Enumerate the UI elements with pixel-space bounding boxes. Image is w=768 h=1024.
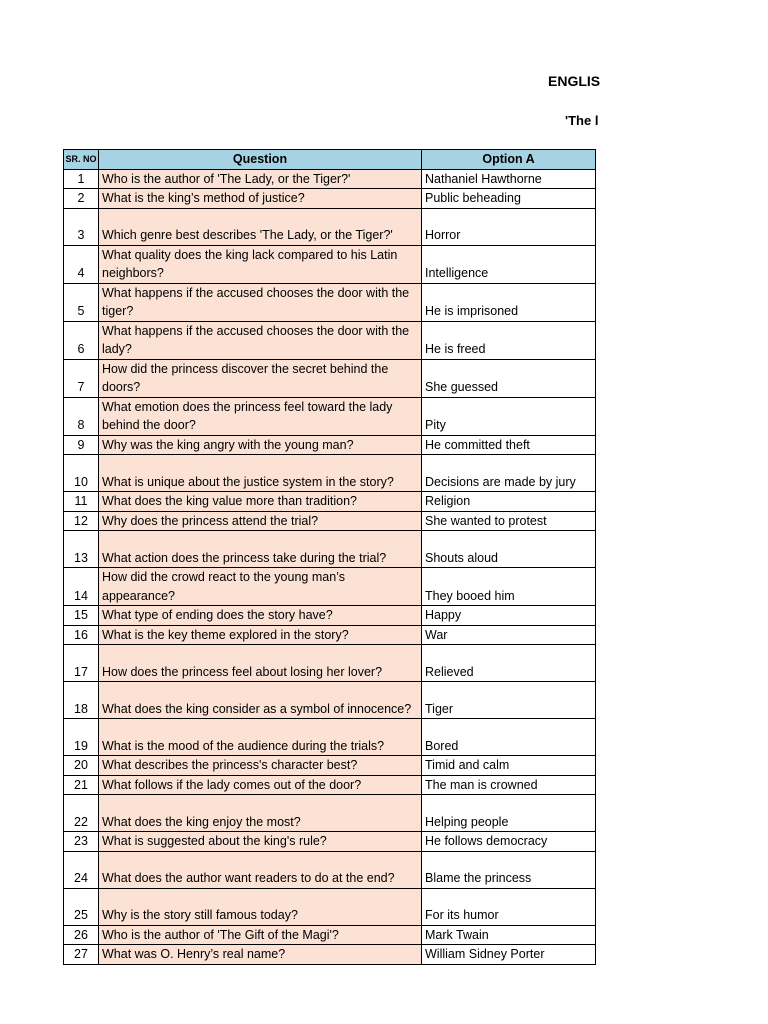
option-a-cell[interactable]: For its humor [422, 888, 596, 925]
option-a-cell[interactable]: She wanted to protest [422, 511, 596, 531]
sr-no-cell[interactable]: 10 [64, 455, 99, 492]
table-row [64, 359, 596, 397]
question-cell[interactable]: How did the crowd react to the young man’s appearance? [99, 568, 422, 606]
table-row [64, 492, 596, 512]
sr-no-cell[interactable]: 2 [64, 189, 99, 209]
sr-no-cell[interactable]: 12 [64, 511, 99, 531]
option-a-cell[interactable]: Nathaniel Hawthorne [422, 169, 596, 189]
option-a-cell[interactable]: Happy [422, 606, 596, 626]
question-cell[interactable]: What action does the princess take during the trial? [99, 531, 422, 568]
option-a-cell[interactable]: Bored [422, 719, 596, 756]
question-cell[interactable]: What does the author want readers to do at the end? [99, 851, 422, 888]
option-a-cell[interactable]: Public beheading [422, 189, 596, 209]
option-a-cell[interactable]: Timid and calm [422, 756, 596, 776]
question-cell[interactable]: What is the key theme explored in the story? [99, 625, 422, 645]
sr-no-cell[interactable]: 13 [64, 531, 99, 568]
quiz-table [63, 149, 596, 965]
table-row [64, 682, 596, 719]
question-cell[interactable]: Why does the princess attend the trial? [99, 511, 422, 531]
question-cell[interactable]: What quality does the king lack compared to his Latin neighbors? [99, 245, 422, 283]
sr-no-cell[interactable]: 25 [64, 888, 99, 925]
table-row [64, 208, 596, 245]
sr-no-cell[interactable]: 15 [64, 606, 99, 626]
option-a-cell[interactable]: Helping people [422, 795, 596, 832]
table-row [64, 511, 596, 531]
option-a-cell[interactable]: Intelligence [422, 245, 596, 283]
option-a-cell[interactable]: Mark Twain [422, 925, 596, 945]
sr-no-cell[interactable]: 21 [64, 775, 99, 795]
table-row [64, 945, 596, 965]
option-a-cell[interactable]: He is freed [422, 321, 596, 359]
question-cell[interactable]: What emotion does the princess feel toward the lady behind the door? [99, 397, 422, 435]
sr-no-cell[interactable]: 26 [64, 925, 99, 945]
option-a-cell[interactable]: They booed him [422, 568, 596, 606]
sr-no-cell[interactable]: 1 [64, 169, 99, 189]
table-row [64, 925, 596, 945]
option-a-cell[interactable]: Relieved [422, 645, 596, 682]
document-title: ENGLIS [548, 73, 601, 89]
sr-no-cell[interactable]: 6 [64, 321, 99, 359]
option-a-cell[interactable]: Blame the princess [422, 851, 596, 888]
table-row [64, 795, 596, 832]
option-a-cell[interactable]: She guessed [422, 359, 596, 397]
table-row [64, 435, 596, 455]
table-row [64, 321, 596, 359]
sr-no-cell[interactable]: 4 [64, 245, 99, 283]
sr-no-cell[interactable]: 27 [64, 945, 99, 965]
table-row [64, 851, 596, 888]
question-cell[interactable]: Who is the author of 'The Gift of the Magi'? [99, 925, 422, 945]
table-row [64, 283, 596, 321]
question-cell[interactable]: What type of ending does the story have? [99, 606, 422, 626]
question-cell[interactable]: What describes the princess's character best? [99, 756, 422, 776]
table-row [64, 625, 596, 645]
option-a-cell[interactable]: He is imprisoned [422, 283, 596, 321]
table-row [64, 455, 596, 492]
question-cell[interactable]: Why is the story still famous today? [99, 888, 422, 925]
sr-no-cell[interactable]: 19 [64, 719, 99, 756]
header-option-a[interactable]: Option A [422, 150, 596, 170]
question-cell[interactable]: What does the king consider as a symbol of innocence? [99, 682, 422, 719]
question-cell[interactable]: Why was the king angry with the young man? [99, 435, 422, 455]
question-cell[interactable]: What happens if the accused chooses the door with the lady? [99, 321, 422, 359]
option-a-cell[interactable]: He follows democracy [422, 832, 596, 852]
table-row [64, 645, 596, 682]
question-cell[interactable]: What does the king value more than tradition? [99, 492, 422, 512]
table-row [64, 756, 596, 776]
sr-no-cell[interactable]: 20 [64, 756, 99, 776]
option-a-cell[interactable]: Tiger [422, 682, 596, 719]
table-row [64, 775, 596, 795]
table-row [64, 568, 596, 606]
sr-no-cell[interactable]: 17 [64, 645, 99, 682]
question-cell[interactable]: What was O. Henry’s real name? [99, 945, 422, 965]
question-cell[interactable]: What is suggested about the king's rule? [99, 832, 422, 852]
sr-no-cell[interactable]: 8 [64, 397, 99, 435]
question-cell[interactable]: What follows if the lady comes out of the door? [99, 775, 422, 795]
question-cell[interactable]: What happens if the accused chooses the door with the tiger? [99, 283, 422, 321]
option-a-cell[interactable]: War [422, 625, 596, 645]
table-row [64, 606, 596, 626]
question-cell[interactable]: What does the king enjoy the most? [99, 795, 422, 832]
table-row [64, 832, 596, 852]
sr-no-cell[interactable]: 11 [64, 492, 99, 512]
header-question[interactable]: Question [99, 150, 422, 170]
question-cell[interactable]: What is the mood of the audience during the trials? [99, 719, 422, 756]
option-a-cell[interactable]: Decisions are made by jury [422, 455, 596, 492]
header-sr-no[interactable]: SR. NO [64, 150, 99, 170]
sr-no-cell[interactable]: 9 [64, 435, 99, 455]
option-a-cell[interactable]: He committed theft [422, 435, 596, 455]
option-a-cell[interactable]: Shouts aloud [422, 531, 596, 568]
option-a-cell[interactable]: Religion [422, 492, 596, 512]
question-cell[interactable]: What is the king’s method of justice? [99, 189, 422, 209]
sr-no-cell[interactable]: 23 [64, 832, 99, 852]
table-row [64, 397, 596, 435]
question-cell[interactable]: Which genre best describes 'The Lady, or the Tiger?' [99, 208, 422, 245]
table-row [64, 189, 596, 209]
sr-no-cell[interactable]: 14 [64, 568, 99, 606]
sr-no-cell[interactable]: 18 [64, 682, 99, 719]
sr-no-cell[interactable]: 22 [64, 795, 99, 832]
table-row [64, 888, 596, 925]
sr-no-cell[interactable]: 7 [64, 359, 99, 397]
question-cell[interactable]: How did the princess discover the secret behind the doors? [99, 359, 422, 397]
table-row [64, 169, 596, 189]
sr-no-cell[interactable]: 24 [64, 851, 99, 888]
option-a-cell[interactable]: William Sidney Porter [422, 945, 596, 965]
table-row [64, 245, 596, 283]
option-a-cell[interactable]: Pity [422, 397, 596, 435]
question-cell[interactable]: What is unique about the justice system in the story? [99, 455, 422, 492]
option-a-cell[interactable]: The man is crowned [422, 775, 596, 795]
sr-no-cell[interactable]: 5 [64, 283, 99, 321]
document-subtitle: 'The l [565, 113, 599, 128]
table-row [64, 719, 596, 756]
table-row [64, 531, 596, 568]
question-cell[interactable]: Who is the author of 'The Lady, or the Tiger?' [99, 169, 422, 189]
table-header-row [64, 150, 596, 170]
option-a-cell[interactable]: Horror [422, 208, 596, 245]
sr-no-cell[interactable]: 3 [64, 208, 99, 245]
sr-no-cell[interactable]: 16 [64, 625, 99, 645]
question-cell[interactable]: How does the princess feel about losing her lover? [99, 645, 422, 682]
